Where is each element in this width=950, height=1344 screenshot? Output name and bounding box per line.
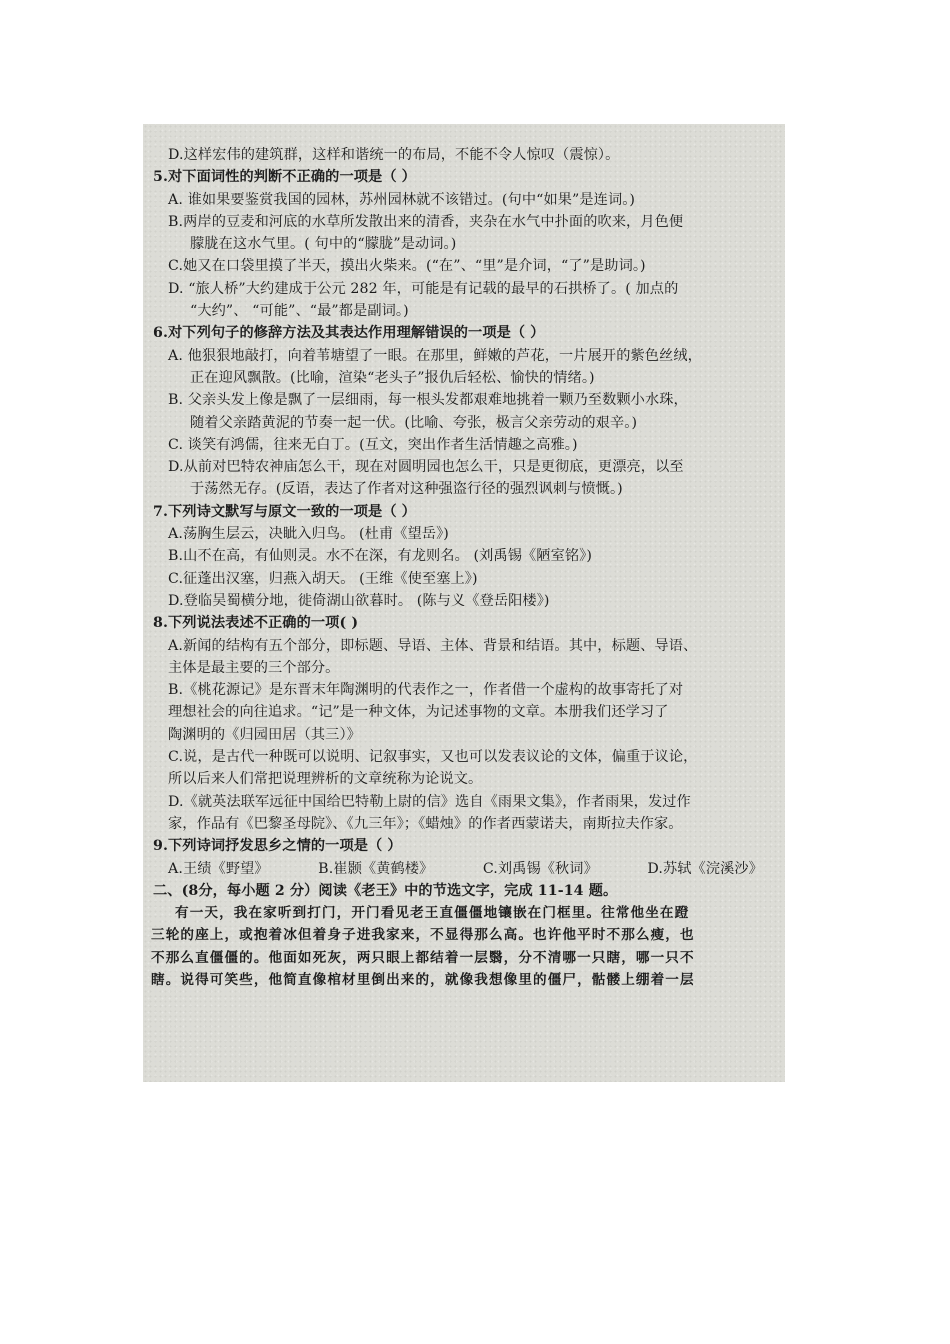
scanned-exam-page xyxy=(143,124,785,1082)
question-line: 主体是最主要的三个部分。 xyxy=(168,659,340,676)
question-stem: 9.下列诗词抒发思乡之情的一项是（ ） xyxy=(153,838,402,855)
passage-line: 有一天，我在家听到打门，开门看见老王直僵僵地镶嵌在门框里。往常他坐在蹬 xyxy=(175,905,690,922)
question-line: 正在迎风飘散。(比喻，渲染“老头子”报仇后轻松、愉快的情绪。) xyxy=(190,369,595,386)
q9-choice-b: B.崔颢《黄鹤楼》 xyxy=(318,860,434,877)
question-line: A.荡胸生层云，决眦入归鸟。 (杜甫《望岳》) xyxy=(168,526,449,543)
question-stem: 6.对下列句子的修辞方法及其表达作用理解错误的一项是（ ） xyxy=(153,325,545,342)
question-line: 理想社会的向往追求。“记”是一种文体，为记述事物的文章。本册我们还学习了 xyxy=(168,704,669,721)
question-line: B.《桃花源记》是东晋末年陶渊明的代表作之一，作者借一个虚构的故事寄托了对 xyxy=(168,682,684,699)
question-stem: 7.下列诗文默写与原文一致的一项是（ ） xyxy=(153,503,416,520)
q9-choice-d: D.苏轼《浣溪沙》 xyxy=(647,860,763,877)
question-line: 朦胧在这水气里。( 句中的“朦胧”是动词。) xyxy=(190,236,457,253)
question-line: C. 谈笑有鸿儒，往来无白丁。(互文，突出作者生活情趣之高雅。) xyxy=(168,436,578,453)
question-line: D.这样宏伟的建筑群，这样和谐统一的布局，不能不令人惊叹（震惊）。 xyxy=(168,147,620,163)
question-line: 随着父亲踏黄泥的节奏一起一伏。(比喻、夸张，极言父亲劳动的艰辛。) xyxy=(190,414,638,431)
question-line: A.新闻的结构有五个部分，即标题、导语、主体、背景和结语。其中，标题、导语、 xyxy=(168,637,698,654)
question-stem: 8.下列说法表述不正确的一项( ) xyxy=(153,615,359,632)
question-line: 于荡然无存。(反语，表达了作者对这种强盗行径的强烈讽刺与愤慨。) xyxy=(190,481,623,498)
section-heading: 二、(8分，每小题 2 分）阅读《老王》中的节选文字，完成 11-14 题。 xyxy=(153,882,618,899)
question-line: B.山不在高，有仙则灵。水不在深，有龙则名。 (刘禹锡《陋室铭》) xyxy=(168,548,592,565)
question-line: D.《就英法联军远征中国给巴特勒上尉的信》选自《雨果文集》，作者雨果，发过作 xyxy=(168,793,691,810)
passage-line: 三轮的座上，或抱着冰但着身子进我家来，不显得那么高。也许他平时不那么瘦，也 xyxy=(151,927,695,944)
question-line: 所以后来人们常把说理辨析的文章统称为论说文。 xyxy=(168,771,483,788)
q9-choice-a: A.王绩《野望》 xyxy=(168,860,269,877)
question-line: 家，作品有《巴黎圣母院》、《九三年》；《蜡烛》的作者西蒙诺夫，南斯拉夫作家。 xyxy=(168,815,683,832)
question-line: D. “旅人桥”大约建成于公元 282 年，可能是有记载的最早的石拱桥了。( 加点的 xyxy=(168,280,679,297)
question-stem: 5.对下面词性的判断不正确的一项是（ ） xyxy=(153,169,416,186)
question-line: B.两岸的豆麦和河底的水草所发散出来的清香，夹杂在水气中扑面的吹来，月色便 xyxy=(168,213,684,230)
question-line: C.她又在口袋里摸了半天，摸出火柴来。(“在”、“里”是介词，“了”是助词。) xyxy=(168,258,646,275)
question-line: A. 谁如果要鉴赏我国的园林，苏州园林就不该错过。(句中“如果”是连词。) xyxy=(168,191,636,208)
passage-line: 瞎。说得可笑些，他简直像棺材里倒出来的，就像我想像里的僵尸，骷髅上绷着一层 xyxy=(151,971,695,988)
question-line: “大约”、 “可能”、“最”都是副词。) xyxy=(190,303,409,320)
question-line: B. 父亲头发上像是飘了一层细雨，每一根头发都艰难地挑着一颗乃至数颗小水珠， xyxy=(168,392,688,409)
question-lines xyxy=(151,144,773,858)
question-line: D.登临吴蜀横分地，徙倚湖山欲暮时。 (陈与义《登岳阳楼》) xyxy=(168,592,550,609)
q9-choices xyxy=(151,858,773,880)
question-line: C.说，是古代一种既可以说明、记叙事实，又也可以发表议论的文体，偏重于议论， xyxy=(168,749,698,766)
question-line: D.从前对巴特农神庙怎么干，现在对圆明园也怎么干，只是更彻底，更漂亮，以至 xyxy=(168,459,684,476)
q9-choice-c: C.刘禹锡《秋词》 xyxy=(482,860,598,877)
passage-line: 不那么直僵僵的。他面如死灰，两只眼上都结着一层翳，分不清哪一只瞎，哪一只不 xyxy=(151,949,695,966)
question-line: C.征蓬出汉塞，归燕入胡天。 (王维《使至塞上》) xyxy=(168,570,478,587)
question-line: A. 他狠狠地敲打，向着苇塘望了一眼。在那里，鲜嫩的芦花，一片展开的紫色丝绒， xyxy=(168,347,702,364)
question-line: 陶渊明的《归园田居（其三）》 xyxy=(168,726,361,743)
